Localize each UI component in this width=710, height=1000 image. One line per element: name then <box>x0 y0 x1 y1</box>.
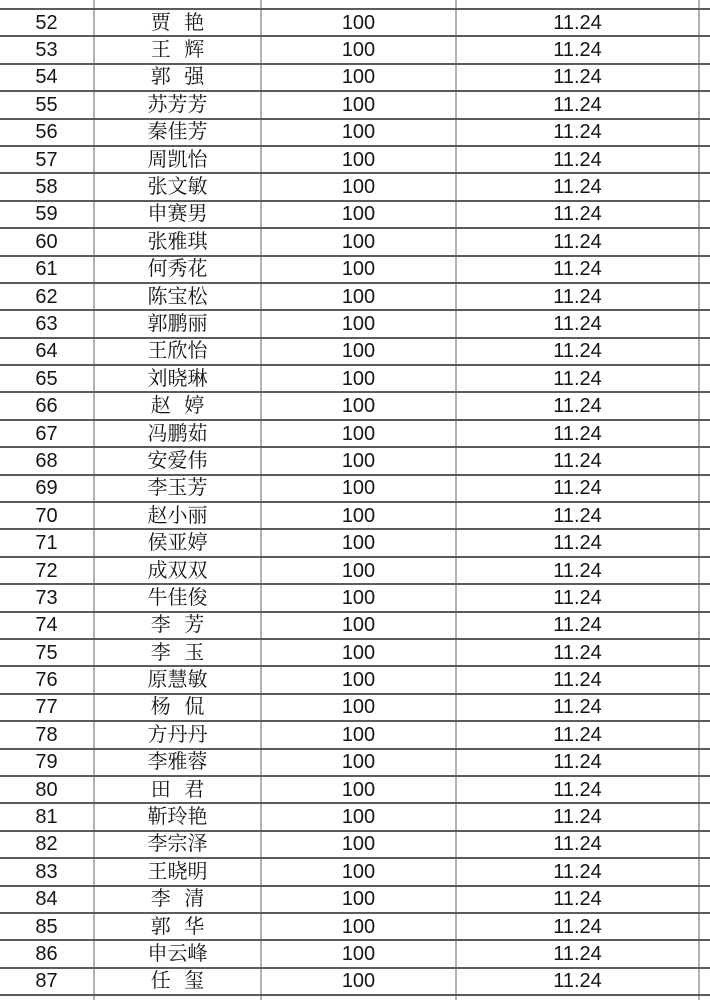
score-cell: 100 <box>262 147 457 172</box>
date-cell: 11.24 <box>457 229 700 254</box>
score-cell: 100 <box>262 941 457 966</box>
edge-cell <box>700 585 710 610</box>
table-row <box>0 501 710 528</box>
edge-cell <box>700 832 710 857</box>
score-cell: 100 <box>262 613 457 638</box>
score-cell: 100 <box>262 421 457 446</box>
table-row <box>0 583 710 610</box>
row-number-cell: 80 <box>0 777 95 802</box>
table-row <box>0 528 710 555</box>
row-number-cell: 83 <box>0 859 95 884</box>
date-cell: 11.24 <box>457 941 700 966</box>
table-row <box>0 35 710 62</box>
table-row <box>0 8 710 35</box>
edge-cell <box>700 503 710 528</box>
date-cell: 11.24 <box>457 804 700 829</box>
name-cell: 贾 艳 <box>95 10 262 35</box>
edge-cell <box>700 887 710 912</box>
partial-row-bottom <box>0 994 710 1000</box>
date-cell: 11.24 <box>457 448 700 473</box>
row-number-cell: 79 <box>0 750 95 775</box>
edge-cell <box>700 92 710 117</box>
name-cell: 杨 侃 <box>95 695 262 720</box>
date-cell: 11.24 <box>457 65 700 90</box>
name-cell: 赵小丽 <box>95 503 262 528</box>
table-row <box>0 857 710 884</box>
edge-cell <box>700 969 710 994</box>
edge-cell <box>700 804 710 829</box>
name-cell: 郭 强 <box>95 65 262 90</box>
score-cell: 100 <box>262 832 457 857</box>
date-cell: 11.24 <box>457 640 700 665</box>
row-number-cell: 52 <box>0 10 95 35</box>
table-row <box>0 309 710 336</box>
date-cell: 11.24 <box>457 722 700 747</box>
date-cell: 11.24 <box>457 750 700 775</box>
row-number-cell: 74 <box>0 613 95 638</box>
table-row <box>0 118 710 145</box>
score-cell: 100 <box>262 969 457 994</box>
date-cell: 11.24 <box>457 339 700 364</box>
score-cell: 100 <box>262 339 457 364</box>
edge-cell <box>700 229 710 254</box>
score-cell: 100 <box>262 640 457 665</box>
partial-cell <box>457 0 700 8</box>
date-cell: 11.24 <box>457 311 700 336</box>
date-cell: 11.24 <box>457 120 700 145</box>
name-cell: 张雅琪 <box>95 229 262 254</box>
table-row <box>0 145 710 172</box>
row-number-cell: 81 <box>0 804 95 829</box>
date-cell: 11.24 <box>457 257 700 282</box>
edge-cell <box>700 65 710 90</box>
table-row <box>0 172 710 199</box>
edge-cell <box>700 366 710 391</box>
row-number-cell: 78 <box>0 722 95 747</box>
name-cell: 刘晓琳 <box>95 366 262 391</box>
partial-cell <box>0 996 95 1000</box>
name-cell: 李玉芳 <box>95 476 262 501</box>
edge-cell <box>700 695 710 720</box>
row-number-cell: 72 <box>0 558 95 583</box>
date-cell: 11.24 <box>457 777 700 802</box>
score-cell: 100 <box>262 914 457 939</box>
name-cell: 侯亚婷 <box>95 530 262 555</box>
date-cell: 11.24 <box>457 10 700 35</box>
table-row <box>0 885 710 912</box>
score-cell: 100 <box>262 448 457 473</box>
table-row <box>0 748 710 775</box>
name-cell: 李 芳 <box>95 613 262 638</box>
name-cell: 李 玉 <box>95 640 262 665</box>
name-cell: 秦佳芳 <box>95 120 262 145</box>
score-cell: 100 <box>262 257 457 282</box>
date-cell: 11.24 <box>457 476 700 501</box>
date-cell: 11.24 <box>457 969 700 994</box>
edge-cell <box>700 339 710 364</box>
edge-cell <box>700 859 710 884</box>
score-cell: 100 <box>262 585 457 610</box>
row-number-cell: 87 <box>0 969 95 994</box>
score-cell: 100 <box>262 695 457 720</box>
name-cell: 田 君 <box>95 777 262 802</box>
score-cell: 100 <box>262 202 457 227</box>
score-cell: 100 <box>262 65 457 90</box>
partial-cell <box>700 996 710 1000</box>
table-row <box>0 665 710 692</box>
name-cell: 王晓明 <box>95 859 262 884</box>
date-cell: 11.24 <box>457 37 700 62</box>
score-cell: 100 <box>262 174 457 199</box>
table-row <box>0 556 710 583</box>
table-row <box>0 200 710 227</box>
edge-cell <box>700 10 710 35</box>
partial-cell <box>95 996 262 1000</box>
date-cell: 11.24 <box>457 284 700 309</box>
table-row <box>0 611 710 638</box>
row-number-cell: 59 <box>0 202 95 227</box>
row-number-cell: 75 <box>0 640 95 665</box>
table-row <box>0 967 710 994</box>
table-row <box>0 391 710 418</box>
score-cell: 100 <box>262 503 457 528</box>
partial-row-top <box>0 0 710 8</box>
edge-cell <box>700 613 710 638</box>
score-cell: 100 <box>262 284 457 309</box>
date-cell: 11.24 <box>457 503 700 528</box>
partial-cell <box>700 0 710 8</box>
row-number-cell: 54 <box>0 65 95 90</box>
table-row <box>0 775 710 802</box>
name-cell: 赵 婷 <box>95 393 262 418</box>
edge-cell <box>700 147 710 172</box>
date-cell: 11.24 <box>457 914 700 939</box>
row-number-cell: 85 <box>0 914 95 939</box>
score-cell: 100 <box>262 393 457 418</box>
row-number-cell: 56 <box>0 120 95 145</box>
name-cell: 周凯怡 <box>95 147 262 172</box>
row-number-cell: 66 <box>0 393 95 418</box>
table-row <box>0 337 710 364</box>
edge-cell <box>700 120 710 145</box>
name-cell: 申云峰 <box>95 941 262 966</box>
edge-cell <box>700 476 710 501</box>
date-cell: 11.24 <box>457 393 700 418</box>
score-cell: 100 <box>262 10 457 35</box>
score-cell: 100 <box>262 722 457 747</box>
row-number-cell: 84 <box>0 887 95 912</box>
table-row <box>0 90 710 117</box>
name-cell: 申赛男 <box>95 202 262 227</box>
partial-cell <box>457 996 700 1000</box>
edge-cell <box>700 257 710 282</box>
date-cell: 11.24 <box>457 859 700 884</box>
score-cell: 100 <box>262 37 457 62</box>
edge-cell <box>700 174 710 199</box>
row-number-cell: 86 <box>0 941 95 966</box>
edge-cell <box>700 448 710 473</box>
edge-cell <box>700 914 710 939</box>
name-cell: 李雅蓉 <box>95 750 262 775</box>
score-cell: 100 <box>262 120 457 145</box>
edge-cell <box>700 284 710 309</box>
score-cell: 100 <box>262 887 457 912</box>
score-cell: 100 <box>262 777 457 802</box>
edge-cell <box>700 421 710 446</box>
name-cell: 陈宝松 <box>95 284 262 309</box>
score-cell: 100 <box>262 558 457 583</box>
date-cell: 11.24 <box>457 421 700 446</box>
date-cell: 11.24 <box>457 147 700 172</box>
score-cell: 100 <box>262 530 457 555</box>
row-number-cell: 53 <box>0 37 95 62</box>
score-cell: 100 <box>262 311 457 336</box>
partial-cell <box>95 0 262 8</box>
row-number-cell: 73 <box>0 585 95 610</box>
date-cell: 11.24 <box>457 887 700 912</box>
name-cell: 任 玺 <box>95 969 262 994</box>
table-row <box>0 912 710 939</box>
row-number-cell: 62 <box>0 284 95 309</box>
edge-cell <box>700 202 710 227</box>
row-number-cell: 76 <box>0 667 95 692</box>
partial-cell <box>262 0 457 8</box>
date-cell: 11.24 <box>457 667 700 692</box>
row-number-cell: 82 <box>0 832 95 857</box>
date-cell: 11.24 <box>457 174 700 199</box>
edge-cell <box>700 722 710 747</box>
date-cell: 11.24 <box>457 92 700 117</box>
table-row <box>0 446 710 473</box>
name-cell: 冯鹏茹 <box>95 421 262 446</box>
name-cell: 李宗泽 <box>95 832 262 857</box>
edge-cell <box>700 667 710 692</box>
name-cell: 李 清 <box>95 887 262 912</box>
name-cell: 王 辉 <box>95 37 262 62</box>
table-row <box>0 802 710 829</box>
row-number-cell: 71 <box>0 530 95 555</box>
name-cell: 郭 华 <box>95 914 262 939</box>
edge-cell <box>700 37 710 62</box>
date-cell: 11.24 <box>457 695 700 720</box>
edge-cell <box>700 941 710 966</box>
edge-cell <box>700 777 710 802</box>
score-cell: 100 <box>262 667 457 692</box>
table-row <box>0 474 710 501</box>
name-cell: 郭鹏丽 <box>95 311 262 336</box>
row-number-cell: 69 <box>0 476 95 501</box>
score-cell: 100 <box>262 804 457 829</box>
partial-cell <box>262 996 457 1000</box>
score-cell: 100 <box>262 229 457 254</box>
table-row <box>0 63 710 90</box>
row-number-cell: 63 <box>0 311 95 336</box>
table-row <box>0 638 710 665</box>
row-number-cell: 65 <box>0 366 95 391</box>
edge-cell <box>700 750 710 775</box>
score-cell: 100 <box>262 366 457 391</box>
table-row <box>0 693 710 720</box>
name-cell: 原慧敏 <box>95 667 262 692</box>
edge-cell <box>700 530 710 555</box>
row-number-cell: 67 <box>0 421 95 446</box>
row-number-cell: 77 <box>0 695 95 720</box>
partial-cell <box>0 0 95 8</box>
table-row <box>0 720 710 747</box>
table-row <box>0 939 710 966</box>
date-cell: 11.24 <box>457 832 700 857</box>
row-number-cell: 58 <box>0 174 95 199</box>
score-cell: 100 <box>262 750 457 775</box>
date-cell: 11.24 <box>457 366 700 391</box>
score-cell: 100 <box>262 92 457 117</box>
row-number-cell: 70 <box>0 503 95 528</box>
name-cell: 成双双 <box>95 558 262 583</box>
edge-cell <box>700 393 710 418</box>
name-cell: 靳玲艳 <box>95 804 262 829</box>
name-cell: 牛佳俊 <box>95 585 262 610</box>
row-number-cell: 61 <box>0 257 95 282</box>
table-row <box>0 364 710 391</box>
date-cell: 11.24 <box>457 202 700 227</box>
row-number-cell: 64 <box>0 339 95 364</box>
table-row <box>0 830 710 857</box>
row-number-cell: 60 <box>0 229 95 254</box>
table-row <box>0 419 710 446</box>
edge-cell <box>700 558 710 583</box>
date-cell: 11.24 <box>457 613 700 638</box>
name-cell: 张文敏 <box>95 174 262 199</box>
date-cell: 11.24 <box>457 558 700 583</box>
date-cell: 11.24 <box>457 530 700 555</box>
name-cell: 方丹丹 <box>95 722 262 747</box>
score-cell: 100 <box>262 859 457 884</box>
edge-cell <box>700 640 710 665</box>
name-cell: 苏芳芳 <box>95 92 262 117</box>
row-number-cell: 68 <box>0 448 95 473</box>
name-cell: 安爱伟 <box>95 448 262 473</box>
row-number-cell: 55 <box>0 92 95 117</box>
name-cell: 何秀花 <box>95 257 262 282</box>
table-row <box>0 227 710 254</box>
table-row <box>0 282 710 309</box>
date-cell: 11.24 <box>457 585 700 610</box>
edge-cell <box>700 311 710 336</box>
name-cell: 王欣怡 <box>95 339 262 364</box>
table-body <box>0 8 710 994</box>
table-row <box>0 255 710 282</box>
row-number-cell: 57 <box>0 147 95 172</box>
score-cell: 100 <box>262 476 457 501</box>
